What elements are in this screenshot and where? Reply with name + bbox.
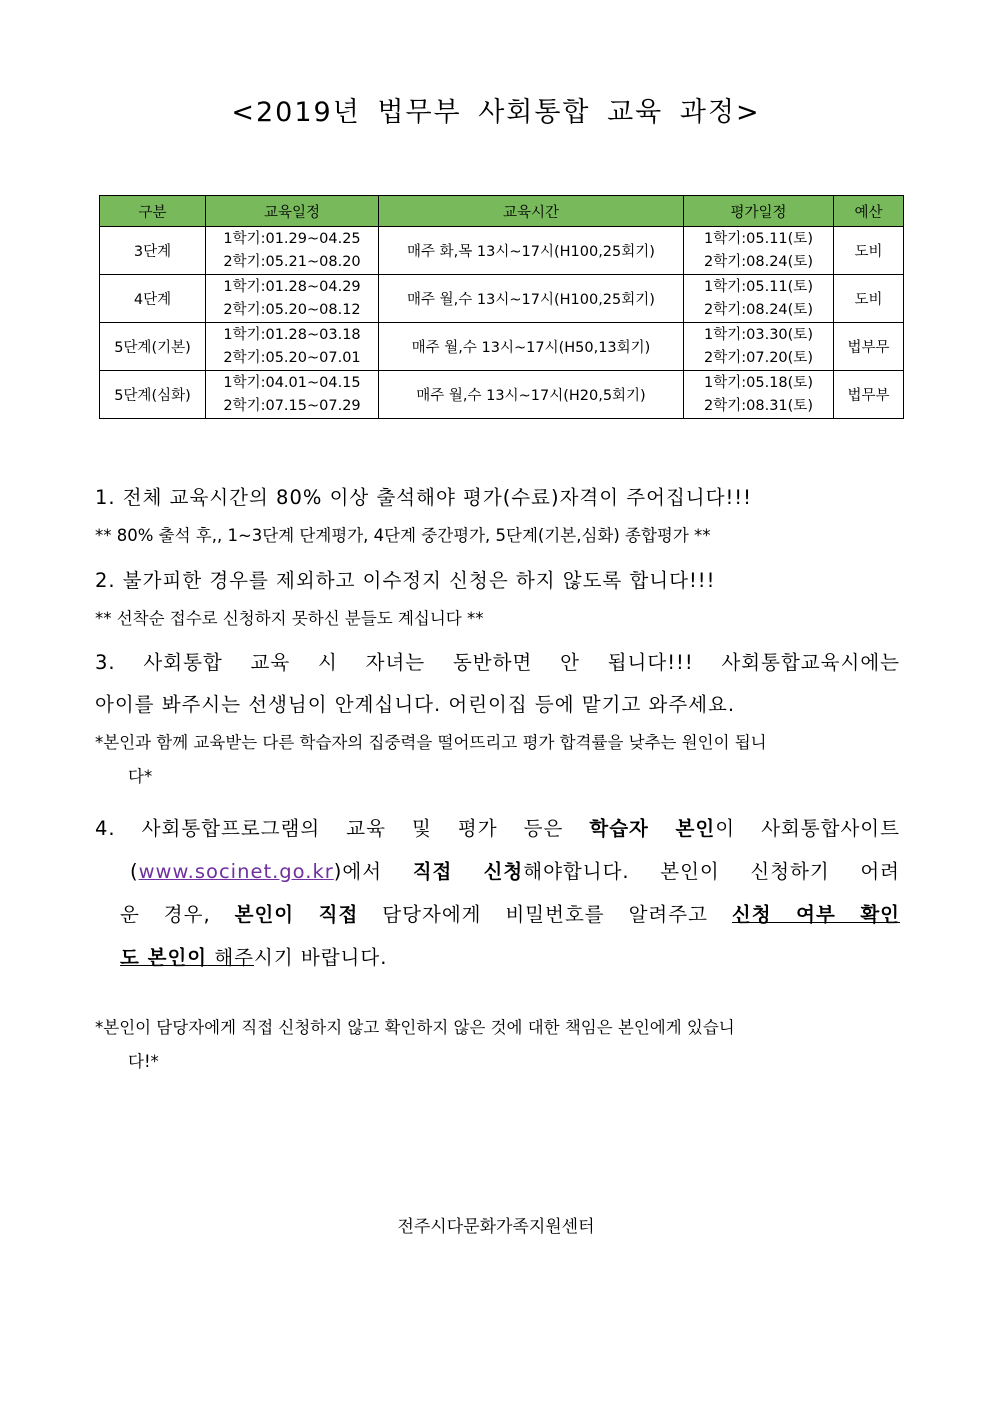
note-4-text: 시기 바랍니다. xyxy=(254,946,388,969)
eval-term2: 2학기:08.24(토) xyxy=(704,253,813,270)
eval-cell xyxy=(684,323,834,371)
schedule-term2: 2학기:07.15~07.29 xyxy=(223,397,361,414)
budget-cell: 법무부 xyxy=(834,371,904,419)
level-cell: 5단계(심화) xyxy=(100,371,206,419)
table-row xyxy=(100,323,904,371)
note-4-emphasis-direct: 직접 신청 xyxy=(412,860,524,883)
note-4-line-2 xyxy=(95,856,900,899)
header-cell: 예산 xyxy=(834,196,904,227)
organization-footer: 전주시다문화가족지원센터 xyxy=(397,1217,595,1237)
note-4-emphasis-confirm: 신청 여부 확인 xyxy=(731,903,900,926)
level-cell: 5단계(기본) xyxy=(100,323,206,371)
schedule-term1: 1학기:01.28~03.18 xyxy=(223,326,361,343)
note-4-text: 이 사회통합사이트 xyxy=(715,817,900,840)
eval-term1: 1학기:03.30(토) xyxy=(704,326,813,343)
document-title: <2019년 법무부 사회통합 교육 과정> xyxy=(231,97,761,128)
eval-term2: 2학기:08.31(토) xyxy=(704,397,813,414)
note-3-detail-line-2: 다* xyxy=(128,767,153,786)
note-4-emphasis-learner: 학습자 본인 xyxy=(589,817,716,840)
eval-term2: 2학기:07.20(토) xyxy=(704,349,813,366)
note-4-emphasis-by-self: 도 본인이 xyxy=(120,946,208,969)
schedule-cell xyxy=(206,275,379,323)
schedule-term1: 1학기:01.28~04.29 xyxy=(223,278,361,295)
eval-term1: 1학기:05.18(토) xyxy=(704,374,813,391)
budget-cell: 법부무 xyxy=(834,323,904,371)
table-row xyxy=(100,227,904,275)
schedule-cell xyxy=(206,227,379,275)
note-1-detail: ** 80% 출석 후,, 1~3단계 단계평가, 4단계 중간평가, 5단계(기본,심화) 종합평가 ** xyxy=(95,526,711,545)
schedule-term1: 1학기:04.01~04.15 xyxy=(223,374,361,391)
eval-cell xyxy=(684,227,834,275)
schedule-table xyxy=(99,195,904,419)
note-2-detail: ** 선착순 접수로 신청하지 못하신 분들도 계십니다 ** xyxy=(95,609,484,628)
eval-term1: 1학기:05.11(토) xyxy=(704,230,813,247)
header-cell: 구분 xyxy=(100,196,206,227)
note-4-text: 4. 사회통합프로그램의 교육 및 평가 등은 xyxy=(95,817,590,840)
time-cell: 매주 월,수 13시~17시(H100,25회기) xyxy=(379,275,684,323)
note-4-text: )에서 xyxy=(333,860,413,883)
note-4-text: 담당자에게 비밀번호를 알려주고 xyxy=(358,903,732,926)
note-4-underlined: 해주 xyxy=(207,946,255,969)
eval-cell xyxy=(684,275,834,323)
eval-term1: 1학기:05.11(토) xyxy=(704,278,813,295)
schedule-cell xyxy=(206,323,379,371)
header-cell: 평가일정 xyxy=(684,196,834,227)
note-3-line-1: 3. 사회통합 교육 시 자녀는 동반하면 안 됩니다!!! 사회통합교육시에는 xyxy=(95,651,900,674)
note-1: 1. 전체 교육시간의 80% 이상 출석해야 평가(수료)자격이 주어집니다!!! xyxy=(95,486,752,509)
time-cell: 매주 화,목 13시~17시(H100,25회기) xyxy=(379,227,684,275)
socinet-link[interactable]: www.socinet.go.kr xyxy=(138,860,334,883)
note-2: 2. 불가피한 경우를 제외하고 이수정지 신청은 하지 않도록 합니다!!! xyxy=(95,569,716,592)
schedule-term2: 2학기:05.21~08.20 xyxy=(223,253,361,270)
time-cell: 매주 월,수 13시~17시(H50,13회기) xyxy=(379,323,684,371)
time-cell: 매주 월,수 13시~17시(H20,5회기) xyxy=(379,371,684,419)
schedule-term1: 1학기:01.29~04.25 xyxy=(223,230,361,247)
notes-section xyxy=(95,482,900,1078)
budget-cell: 도비 xyxy=(834,275,904,323)
level-cell: 3단계 xyxy=(100,227,206,275)
schedule-cell xyxy=(206,371,379,419)
table-header-row xyxy=(100,196,904,227)
header-cell: 교육일정 xyxy=(206,196,379,227)
note-3-detail-line-1: *본인과 함께 교육받는 다른 학습자의 집중력을 떨어뜨리고 평가 합격률을 낮추는 원인이 됩니 xyxy=(95,733,767,752)
schedule-term2: 2학기:05.20~07.01 xyxy=(223,349,361,366)
eval-cell xyxy=(684,371,834,419)
header-cell: 교육시간 xyxy=(379,196,684,227)
note-4-line-4 xyxy=(95,942,900,1014)
eval-term2: 2학기:08.24(토) xyxy=(704,301,813,318)
level-cell: 4단계 xyxy=(100,275,206,323)
note-4-line-1 xyxy=(95,813,900,856)
note-4-line-3 xyxy=(95,899,900,942)
table-row xyxy=(100,371,904,419)
note-3-line-2: 아이를 봐주시는 선생님이 안계십니다. 어린이집 등에 맡기고 와주세요. xyxy=(95,693,736,716)
budget-cell: 도비 xyxy=(834,227,904,275)
note-4-text: 해야합니다. 본인이 신청하기 어려 xyxy=(523,860,901,883)
note-4-emphasis-self: 본인이 직접 xyxy=(234,903,359,926)
note-4-text: 운 경우, xyxy=(120,903,235,926)
table-row xyxy=(100,275,904,323)
note-5-line-2: 다!* xyxy=(128,1052,159,1071)
note-4-text: ( xyxy=(130,860,139,883)
note-5-line-1: *본인이 담당자에게 직접 신청하지 않고 확인하지 않은 것에 대한 책임은 본인에게 있습니 xyxy=(95,1018,735,1037)
schedule-term2: 2학기:05.20~08.12 xyxy=(223,301,361,318)
